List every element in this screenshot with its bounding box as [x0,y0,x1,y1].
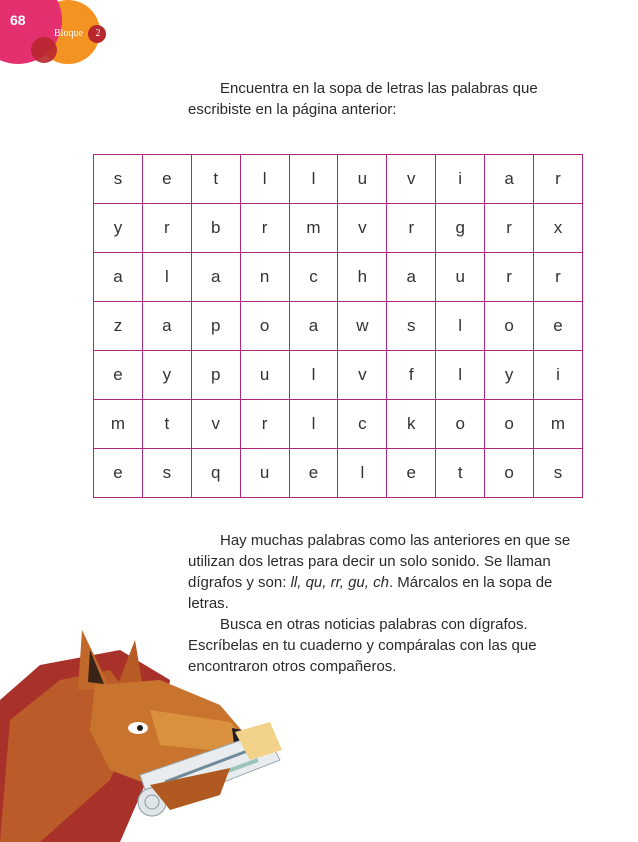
bloque-number: 2 [95,28,101,39]
grid-cell: p [191,302,240,351]
grid-cell: z [94,302,143,351]
grid-cell: r [387,204,436,253]
digraphs-paragraph [188,530,573,614]
grid-cell: u [436,253,485,302]
grid-cell: e [142,155,191,204]
grid-cell: e [387,449,436,498]
grid-cell: b [191,204,240,253]
grid-cell: a [94,253,143,302]
grid-cell: t [191,155,240,204]
grid-cell: m [94,400,143,449]
page-number: 68 [10,12,26,28]
digraph-list: ll, qu, rr, gu, ch [290,574,389,591]
grid-cell: o [240,302,289,351]
grid-cell: l [289,351,338,400]
wolf-illustration [0,610,330,842]
grid-cell: s [142,449,191,498]
grid-cell: r [240,204,289,253]
grid-cell: u [240,449,289,498]
word-search-grid [93,154,583,498]
grid-cell: v [338,351,387,400]
grid-row [94,204,583,253]
grid-cell: r [534,155,583,204]
grid-cell: r [485,204,534,253]
grid-cell: e [94,351,143,400]
grid-cell: t [142,400,191,449]
grid-cell: n [240,253,289,302]
grid-row [94,302,583,351]
grid-cell: l [289,155,338,204]
grid-cell: m [534,400,583,449]
grid-row [94,351,583,400]
grid-cell: e [534,302,583,351]
grid-cell: y [94,204,143,253]
grid-cell: r [534,253,583,302]
grid-cell: v [191,400,240,449]
grid-row [94,253,583,302]
grid-cell: q [191,449,240,498]
grid-cell: a [142,302,191,351]
grid-cell: u [338,155,387,204]
page-header-badge [0,0,140,80]
grid-cell: k [387,400,436,449]
grid-cell: s [94,155,143,204]
grid-cell: o [485,449,534,498]
paragraph-text: Hay muchas palabras como las anteriores en que se utilizan dos letras para decir un solo sonido. Se llaman dígrafos y son: [188,532,571,591]
grid-cell: e [94,449,143,498]
grid-cell: l [142,253,191,302]
grid-cell: o [485,400,534,449]
grid-cell: r [485,253,534,302]
grid-cell: v [338,204,387,253]
grid-cell: s [387,302,436,351]
grid-cell: m [289,204,338,253]
grid-row [94,400,583,449]
grid-cell: s [534,449,583,498]
grid-cell: a [387,253,436,302]
grid-cell: v [387,155,436,204]
grid-cell: a [289,302,338,351]
grid-cell: r [240,400,289,449]
grid-cell: h [338,253,387,302]
grid-cell: r [142,204,191,253]
grid-row [94,449,583,498]
grid-cell: f [387,351,436,400]
grid-cell: o [436,400,485,449]
grid-cell: c [289,253,338,302]
grid-cell: a [191,253,240,302]
grid-cell: u [240,351,289,400]
grid-cell: i [436,155,485,204]
intro-instruction: Encuentra en la sopa de letras las palabras que escribiste en la página anterior: [188,80,538,118]
grid-cell: l [436,351,485,400]
paragraph-text-end: . Márcalos en la sopa de letras. [188,574,553,612]
grid-cell: l [240,155,289,204]
grid-cell: l [338,449,387,498]
bloque-label: Bloque [54,28,83,39]
grid-cell: x [534,204,583,253]
grid-cell: e [289,449,338,498]
grid-cell: y [142,351,191,400]
grid-cell: w [338,302,387,351]
grid-row [94,155,583,204]
search-news-paragraph: Busca en otras noticias palabras con dígrafos. Escríbelas en tu cuaderno y compáralas con las que encontraron otros compañeros. [188,616,537,675]
grid-cell: g [436,204,485,253]
grid-cell: o [485,302,534,351]
grid-cell: i [534,351,583,400]
grid-cell: y [485,351,534,400]
grid-cell: p [191,351,240,400]
grid-cell: l [289,400,338,449]
grid-cell: l [436,302,485,351]
grid-cell: t [436,449,485,498]
grid-cell: a [485,155,534,204]
grid-cell: c [338,400,387,449]
